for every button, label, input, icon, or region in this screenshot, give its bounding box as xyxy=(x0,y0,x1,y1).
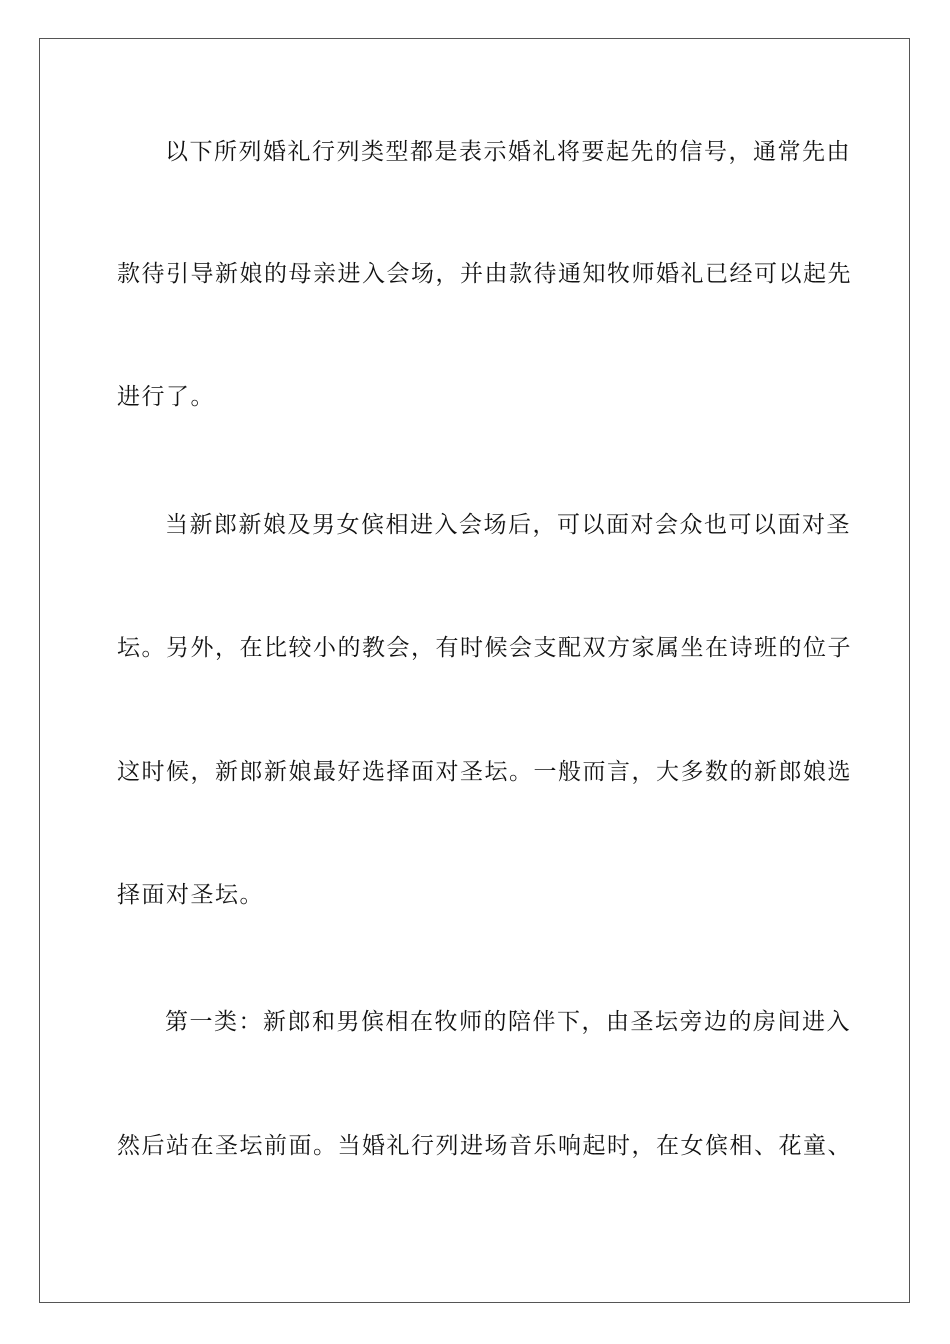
paragraph-2-line-1: 当新郎新娘及男女傧相进入会场后，可以面对会众也可以面对圣 xyxy=(165,512,851,538)
paragraph-3-line-1: 第一类：新郎和男傧相在牧师的陪伴下，由圣坛旁边的房间进入 xyxy=(165,1009,851,1035)
page-frame xyxy=(39,38,910,1303)
paragraph-1-line-1: 以下所列婚礼行列类型都是表示婚礼将要起先的信号，通常先由 xyxy=(165,139,851,165)
paragraph-3-line-2: 然后站在圣坛前面。当婚礼行列进场音乐响起时，在女傧相、花童、 xyxy=(117,1133,852,1159)
paragraph-2-line-4: 择面对圣坛。 xyxy=(117,882,264,908)
paragraph-2-line-2: 坛。另外，在比较小的教会，有时候会支配双方家属坐在诗班的位子 xyxy=(117,635,852,661)
paragraph-2-line-3: 这时候，新郎新娘最好选择面对圣坛。一般而言，大多数的新郎娘选 xyxy=(117,759,852,785)
paragraph-1-line-2: 款待引导新娘的母亲进入会场，并由款待通知牧师婚礼已经可以起先 xyxy=(117,261,852,287)
paragraph-1-line-3: 进行了。 xyxy=(117,384,215,410)
